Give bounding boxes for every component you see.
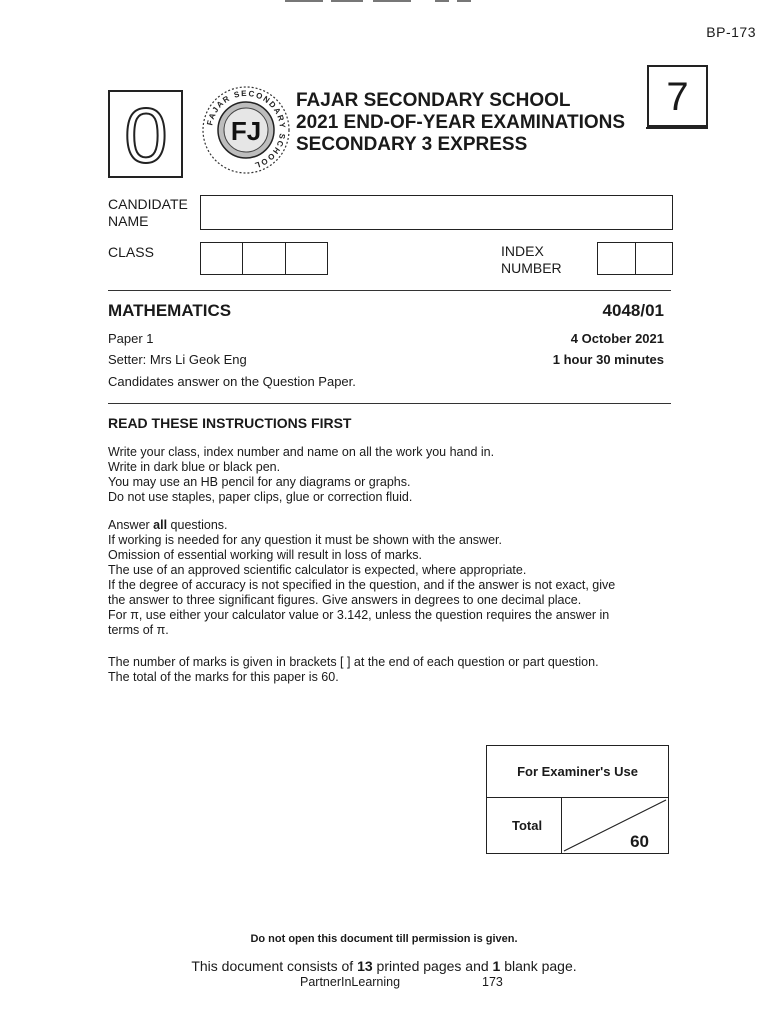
total-diagonal-line [562, 798, 667, 853]
blank-pages-count: 1 [492, 958, 501, 974]
school-crest-icon [200, 84, 292, 176]
crest-ring-text: FAJAR SECONDARY SCHOOL [205, 88, 288, 171]
answer-all-bold: all [153, 518, 168, 532]
subject-title: MATHEMATICS [108, 301, 232, 320]
zero-mark-box [108, 90, 183, 178]
candidate-name-field[interactable] [200, 195, 673, 230]
instruction-line: Write your class, index number and name on all the work you hand in. [108, 445, 495, 459]
school-name: FAJAR SECONDARY SCHOOL [296, 90, 571, 111]
index-number-cell[interactable] [636, 243, 673, 274]
answer-all-post: questions. [167, 518, 228, 532]
paper-number-underline [646, 127, 708, 129]
paper-label: Paper 1 [108, 331, 154, 346]
zero-mark: 0 [124, 91, 168, 179]
exam-duration: 1 hour 30 minutes [552, 352, 664, 367]
instruction-line: terms of π. [108, 623, 169, 637]
instruction-line: Write in dark blue or black pen. [108, 460, 281, 474]
class-field[interactable] [200, 242, 328, 275]
setter-label: Setter: Mrs Li Geok Eng [108, 352, 247, 367]
footer-partner: PartnerInLearning [300, 975, 401, 989]
school-heading [296, 90, 625, 156]
class-label: CLASS [108, 244, 154, 260]
instruction-line: Do not use staples, paper clips, glue or correction fluid. [108, 490, 413, 504]
instructions-answering [108, 518, 668, 638]
total-marks-cell[interactable] [562, 798, 667, 853]
class-field-cell[interactable] [286, 243, 327, 274]
class-field-cell[interactable] [243, 243, 285, 274]
page-count-note [0, 958, 768, 974]
instruction-line: The number of marks is given in brackets [ ] at the end of each question or part question. [108, 655, 599, 669]
crest-monogram: FJ [230, 116, 262, 146]
total-label: Total [512, 818, 543, 833]
instructions-marks [108, 655, 668, 685]
document-code: BP-173 [706, 24, 756, 40]
instruction-line: Omission of essential working will result in loss of marks. [108, 548, 422, 562]
index-number-label [501, 243, 562, 277]
index-number-label-line1: INDEX [501, 243, 544, 259]
instruction-line: the answer to three significant figures. Give answers in degrees to one decimal place. [108, 593, 582, 607]
class-field-cell[interactable] [201, 243, 243, 274]
printed-pages-count: 13 [357, 958, 373, 974]
instructions-general [108, 445, 668, 505]
do-not-open-notice: Do not open this document till permission is given. [250, 933, 518, 945]
top-scan-marks [285, 0, 485, 3]
instruction-line: If working is needed for any question it must be shown with the answer. [108, 533, 502, 547]
instruction-line: For π, use either your calculator value or 3.142, unless the question requires the answer in [108, 608, 610, 622]
examiner-use-table [486, 745, 669, 854]
index-number-cell[interactable] [598, 243, 636, 274]
instruction-line: You may use an HB pencil for any diagrams or graphs. [108, 475, 411, 489]
instruction-line: If the degree of accuracy is not specified in the question, and if the answer is not exact, give [108, 578, 616, 592]
exam-level: SECONDARY 3 EXPRESS [296, 134, 528, 155]
instruction-line: The use of an approved scientific calculator is expected, where appropriate. [108, 563, 527, 577]
divider [108, 290, 671, 291]
page-count-mid: printed pages and [372, 958, 493, 974]
page-count-post: blank page. [500, 958, 577, 974]
total-marks: 60 [630, 832, 649, 851]
examiner-use-header [487, 746, 668, 798]
exam-title: 2021 END-OF-YEAR EXAMINATIONS [296, 112, 626, 133]
index-number-field[interactable] [597, 242, 673, 275]
paper-code: 4048/01 [602, 301, 664, 320]
examiner-use-title: For Examiner's Use [517, 764, 638, 779]
instruction-line-answer-all [108, 518, 668, 533]
index-number-label-line2: NUMBER [501, 260, 562, 276]
candidate-name-label-line2: NAME [108, 213, 149, 229]
answer-all-pre: Answer [108, 518, 154, 532]
candidate-name-label-line1: CANDIDATE [108, 196, 188, 212]
candidate-name-label [108, 196, 188, 230]
instruction-line: The total of the marks for this paper is 60. [108, 670, 339, 684]
divider [108, 403, 671, 404]
total-label-cell [487, 798, 562, 853]
exam-date: 4 October 2021 [570, 331, 664, 346]
answer-on-note: Candidates answer on the Question Paper. [108, 374, 356, 389]
paper-number-box [647, 65, 708, 127]
page-count-pre: This document consists of [191, 958, 358, 974]
footer-page-number: 173 [482, 975, 503, 989]
paper-number: 7 [666, 75, 689, 119]
instructions-heading: READ THESE INSTRUCTIONS FIRST [108, 415, 352, 431]
